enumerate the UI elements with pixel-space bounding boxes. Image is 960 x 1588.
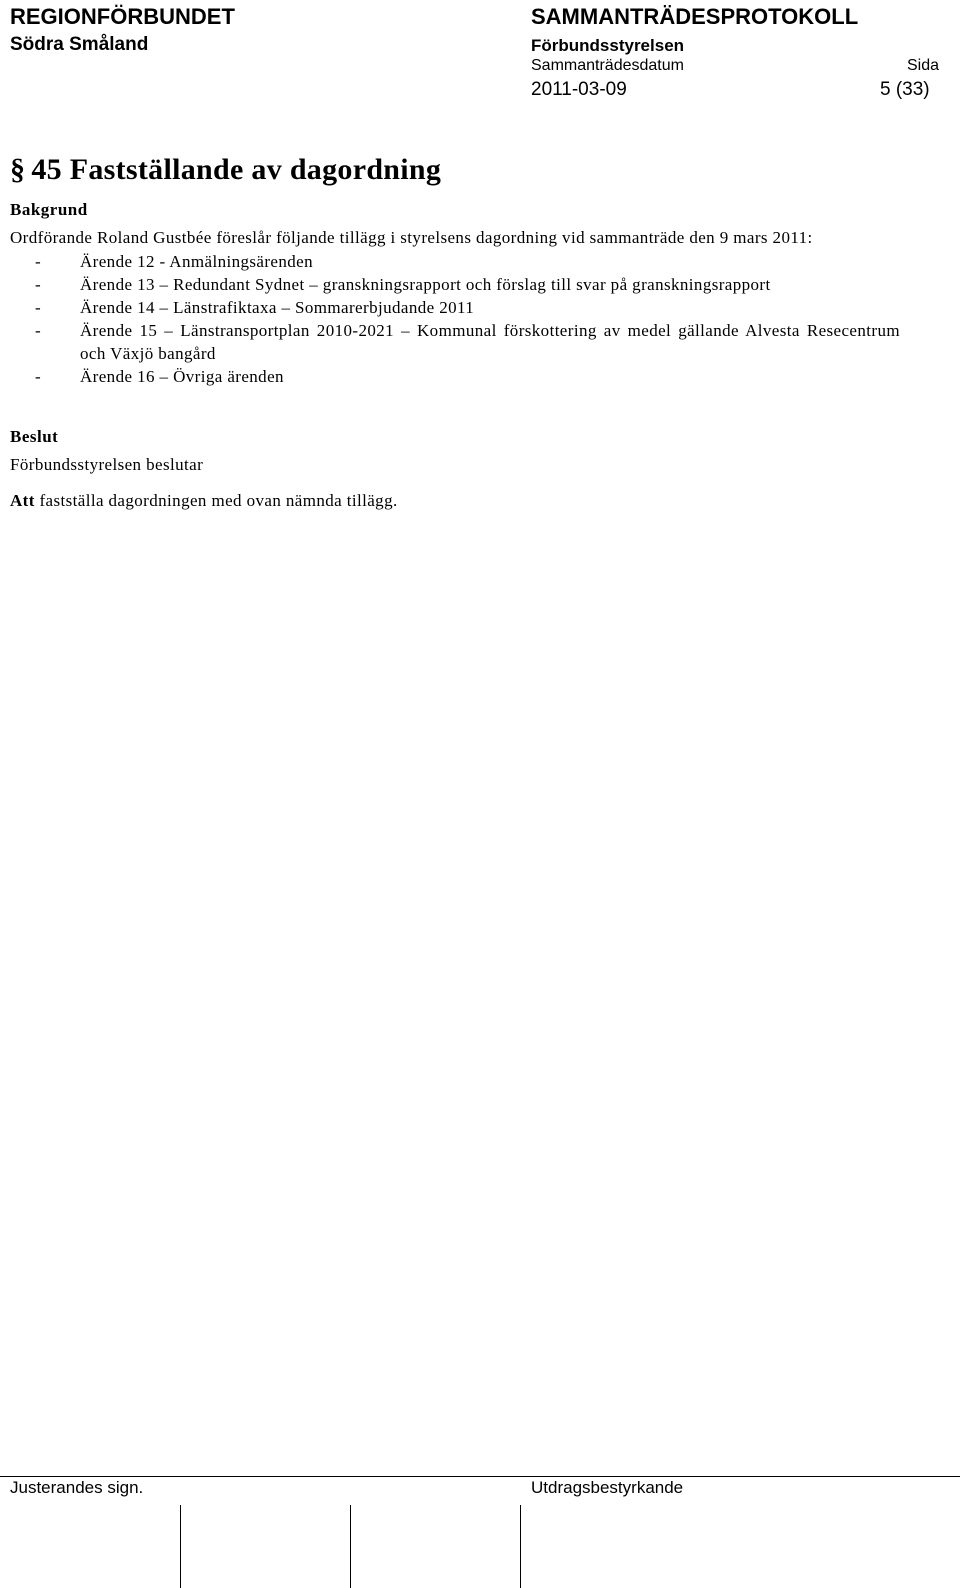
list-item xyxy=(10,296,900,319)
decision-att-text: fastställa dagordningen med ovan nämnda tillägg. xyxy=(34,491,398,510)
meeting-date-label: Sammanträdesdatum xyxy=(531,57,684,74)
list-item-text: Ärende 12 - Anmälningsärenden xyxy=(80,252,314,271)
meeting-date: 2011-03-09 xyxy=(531,79,627,100)
list-item-text: Ärende 15 – Länstransportplan 2010-2021 – Kommunal förskottering av medel gällande Alvesta Resecentrum och Växjö bangård xyxy=(80,321,900,363)
organization-name: REGIONFÖRBUNDET xyxy=(10,4,235,29)
decision-heading: Beslut xyxy=(10,427,59,446)
list-item-text: Ärende 14 – Länstrafiktaxa – Sommarerbjudande 2011 xyxy=(80,298,475,317)
signature-box-divider xyxy=(180,1505,181,1588)
section-title xyxy=(10,150,900,190)
extract-certification-label: Utdragsbestyrkande xyxy=(531,1478,684,1497)
decision-text: Förbundsstyrelsen beslutar xyxy=(10,455,204,474)
protocol-section xyxy=(10,150,900,513)
list-bullet: - xyxy=(35,321,42,340)
section-title-text: 45 Fastställande av dagordning xyxy=(31,153,442,186)
list-item xyxy=(10,273,900,296)
decision-clause xyxy=(10,489,900,513)
list-bullet: - xyxy=(35,252,42,271)
list-item xyxy=(10,365,900,388)
background-heading: Bakgrund xyxy=(10,200,88,219)
signature-label: Justerandes sign. xyxy=(10,1478,144,1497)
section-symbol: § xyxy=(10,153,26,186)
list-item-text: Ärende 13 – Redundant Sydnet – granskningsrapport och förslag till svar på granskningsrapport xyxy=(80,275,771,294)
signature-box-divider xyxy=(520,1505,521,1588)
footer-divider xyxy=(0,1476,960,1477)
board-name: Förbundsstyrelsen xyxy=(531,36,685,55)
signature-box-divider xyxy=(350,1505,351,1588)
page-label: Sida xyxy=(907,57,940,74)
list-bullet: - xyxy=(35,275,42,294)
list-bullet: - xyxy=(35,298,42,317)
document-type: SAMMANTRÄDESPROTOKOLL xyxy=(531,4,859,29)
agenda-additions-list xyxy=(10,250,900,388)
page-number: 5 (33) xyxy=(880,79,930,100)
list-item xyxy=(10,319,900,365)
organization-region: Södra Småland xyxy=(10,34,149,55)
list-bullet: - xyxy=(35,367,42,386)
list-item xyxy=(10,250,900,273)
decision-att-word: Att xyxy=(10,491,35,510)
background-intro: Ordförande Roland Gustbée föreslår följande tillägg i styrelsens dagordning vid sammanträde den 9 mars 2011: xyxy=(10,228,813,247)
list-item-text: Ärende 16 – Övriga ärenden xyxy=(80,367,284,386)
